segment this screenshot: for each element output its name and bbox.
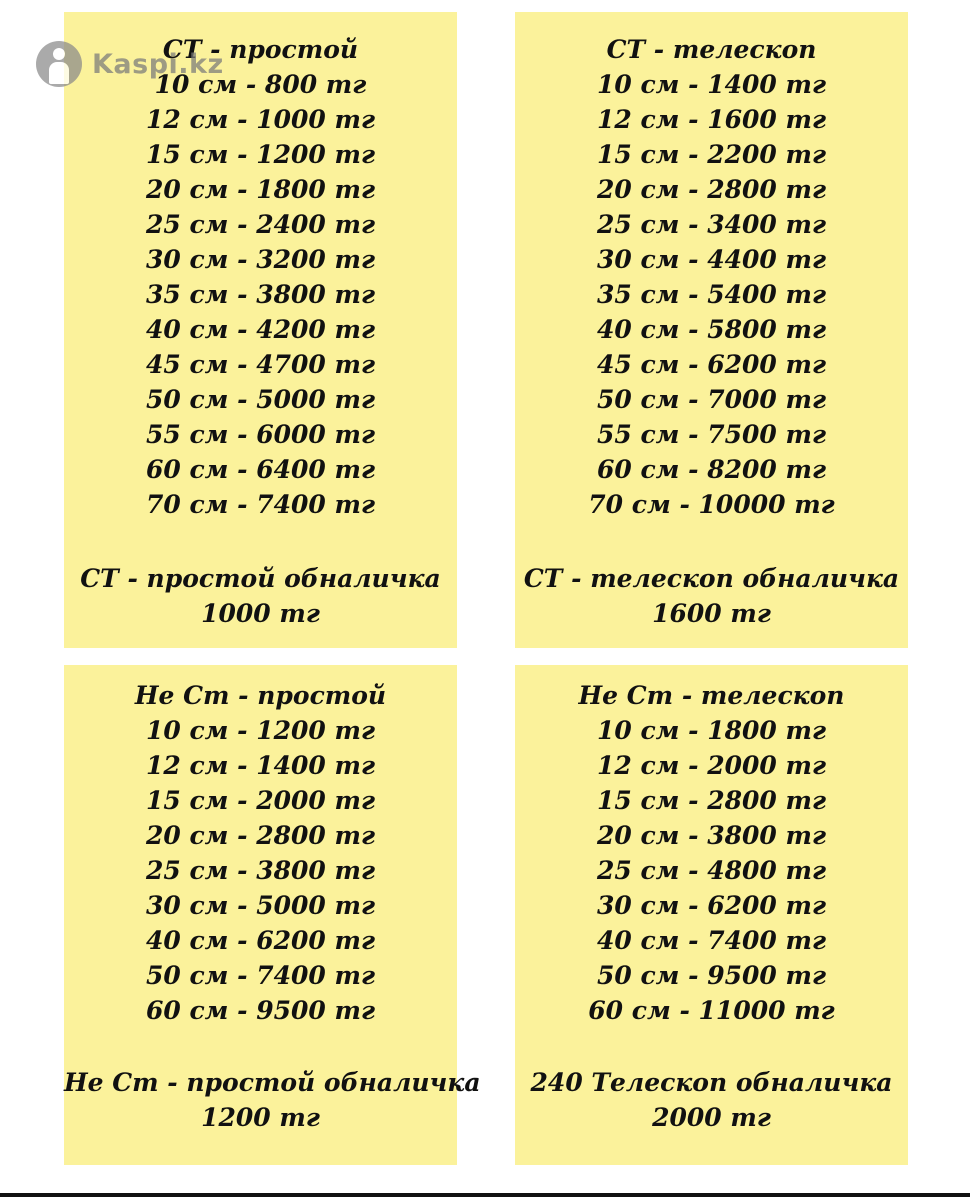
price-row: 10 см - 1800 тг xyxy=(596,716,827,745)
price-row: 35 см - 3800 тг xyxy=(145,280,376,309)
watermark-text: Kaspi.kz xyxy=(92,48,224,80)
bottom-divider xyxy=(0,1193,970,1197)
price-row: 60 см - 9500 тг xyxy=(145,996,376,1025)
price-row: 40 см - 7400 тг xyxy=(596,926,827,955)
price-row: 25 см - 4800 тг xyxy=(596,856,827,885)
kaspi-logo-icon xyxy=(36,41,82,87)
cashout-price: 1200 тг xyxy=(201,1103,320,1132)
price-row: 50 см - 5000 тг xyxy=(145,385,376,414)
price-row: 10 см - 1200 тг xyxy=(145,716,376,745)
price-row: 25 см - 3400 тг xyxy=(596,210,827,239)
price-row: 70 см - 7400 тг xyxy=(145,490,376,519)
price-row: 50 см - 7400 тг xyxy=(145,961,376,990)
price-row: 25 см - 2400 тг xyxy=(145,210,376,239)
card-title: Не Ст - телескоп xyxy=(578,681,845,710)
price-row: 35 см - 5400 тг xyxy=(596,280,827,309)
price-row: 30 см - 4400 тг xyxy=(596,245,827,274)
price-row: 10 см - 800 тг xyxy=(154,70,367,99)
price-row: 20 см - 1800 тг xyxy=(145,175,376,204)
cashout-price: 1600 тг xyxy=(652,599,771,628)
price-row: 30 см - 3200 тг xyxy=(145,245,376,274)
cashout-title: 240 Телескоп обналичка xyxy=(530,1068,893,1097)
price-row: 70 см - 10000 тг xyxy=(588,490,835,519)
price-row: 55 см - 6000 тг xyxy=(145,420,376,449)
cashout-price: 2000 тг xyxy=(652,1103,771,1132)
price-row: 60 см - 8200 тг xyxy=(596,455,827,484)
price-row: 15 см - 2200 тг xyxy=(596,140,827,169)
price-card-nest-simple xyxy=(64,665,481,1165)
price-row: 20 см - 3800 тг xyxy=(596,821,827,850)
cashout-title: Не Ст - простой обналичка xyxy=(64,1068,481,1097)
price-row: 40 см - 4200 тг xyxy=(145,315,376,344)
price-row: 55 см - 7500 тг xyxy=(596,420,827,449)
price-row: 60 см - 11000 тг xyxy=(588,996,835,1025)
price-row: 30 см - 6200 тг xyxy=(596,891,827,920)
price-row: 12 см - 2000 тг xyxy=(596,751,827,780)
price-row: 50 см - 9500 тг xyxy=(596,961,827,990)
card-title: Не Ст - простой xyxy=(134,681,387,710)
price-row: 45 см - 6200 тг xyxy=(596,350,827,379)
price-card-nest-telescope xyxy=(515,665,908,1165)
price-row: 15 см - 2000 тг xyxy=(145,786,376,815)
price-row: 30 см - 5000 тг xyxy=(145,891,376,920)
cashout-title: СТ - простой обналичка xyxy=(80,564,441,593)
price-row: 15 см - 1200 тг xyxy=(145,140,376,169)
price-row: 40 см - 5800 тг xyxy=(596,315,827,344)
card-title: СТ - телескоп xyxy=(606,35,817,64)
price-row: 20 см - 2800 тг xyxy=(145,821,376,850)
price-row: 15 см - 2800 тг xyxy=(596,786,827,815)
kaspi-watermark xyxy=(36,40,224,88)
price-row: 25 см - 3800 тг xyxy=(145,856,376,885)
price-card-st-telescope xyxy=(515,12,908,648)
card-title: СТ - простой xyxy=(162,35,359,64)
price-row: 10 см - 1400 тг xyxy=(596,70,827,99)
price-row: 12 см - 1400 тг xyxy=(145,751,376,780)
price-row: 50 см - 7000 тг xyxy=(596,385,827,414)
cashout-price: 1000 тг xyxy=(201,599,320,628)
price-card-st-simple xyxy=(64,12,457,648)
price-row: 45 см - 4700 тг xyxy=(145,350,376,379)
price-row: 12 см - 1600 тг xyxy=(596,105,827,134)
price-row: 60 см - 6400 тг xyxy=(145,455,376,484)
price-row: 40 см - 6200 тг xyxy=(145,926,376,955)
cashout-title: СТ - телескоп обналичка xyxy=(523,564,900,593)
price-row: 12 см - 1000 тг xyxy=(145,105,376,134)
price-row: 20 см - 2800 тг xyxy=(596,175,827,204)
